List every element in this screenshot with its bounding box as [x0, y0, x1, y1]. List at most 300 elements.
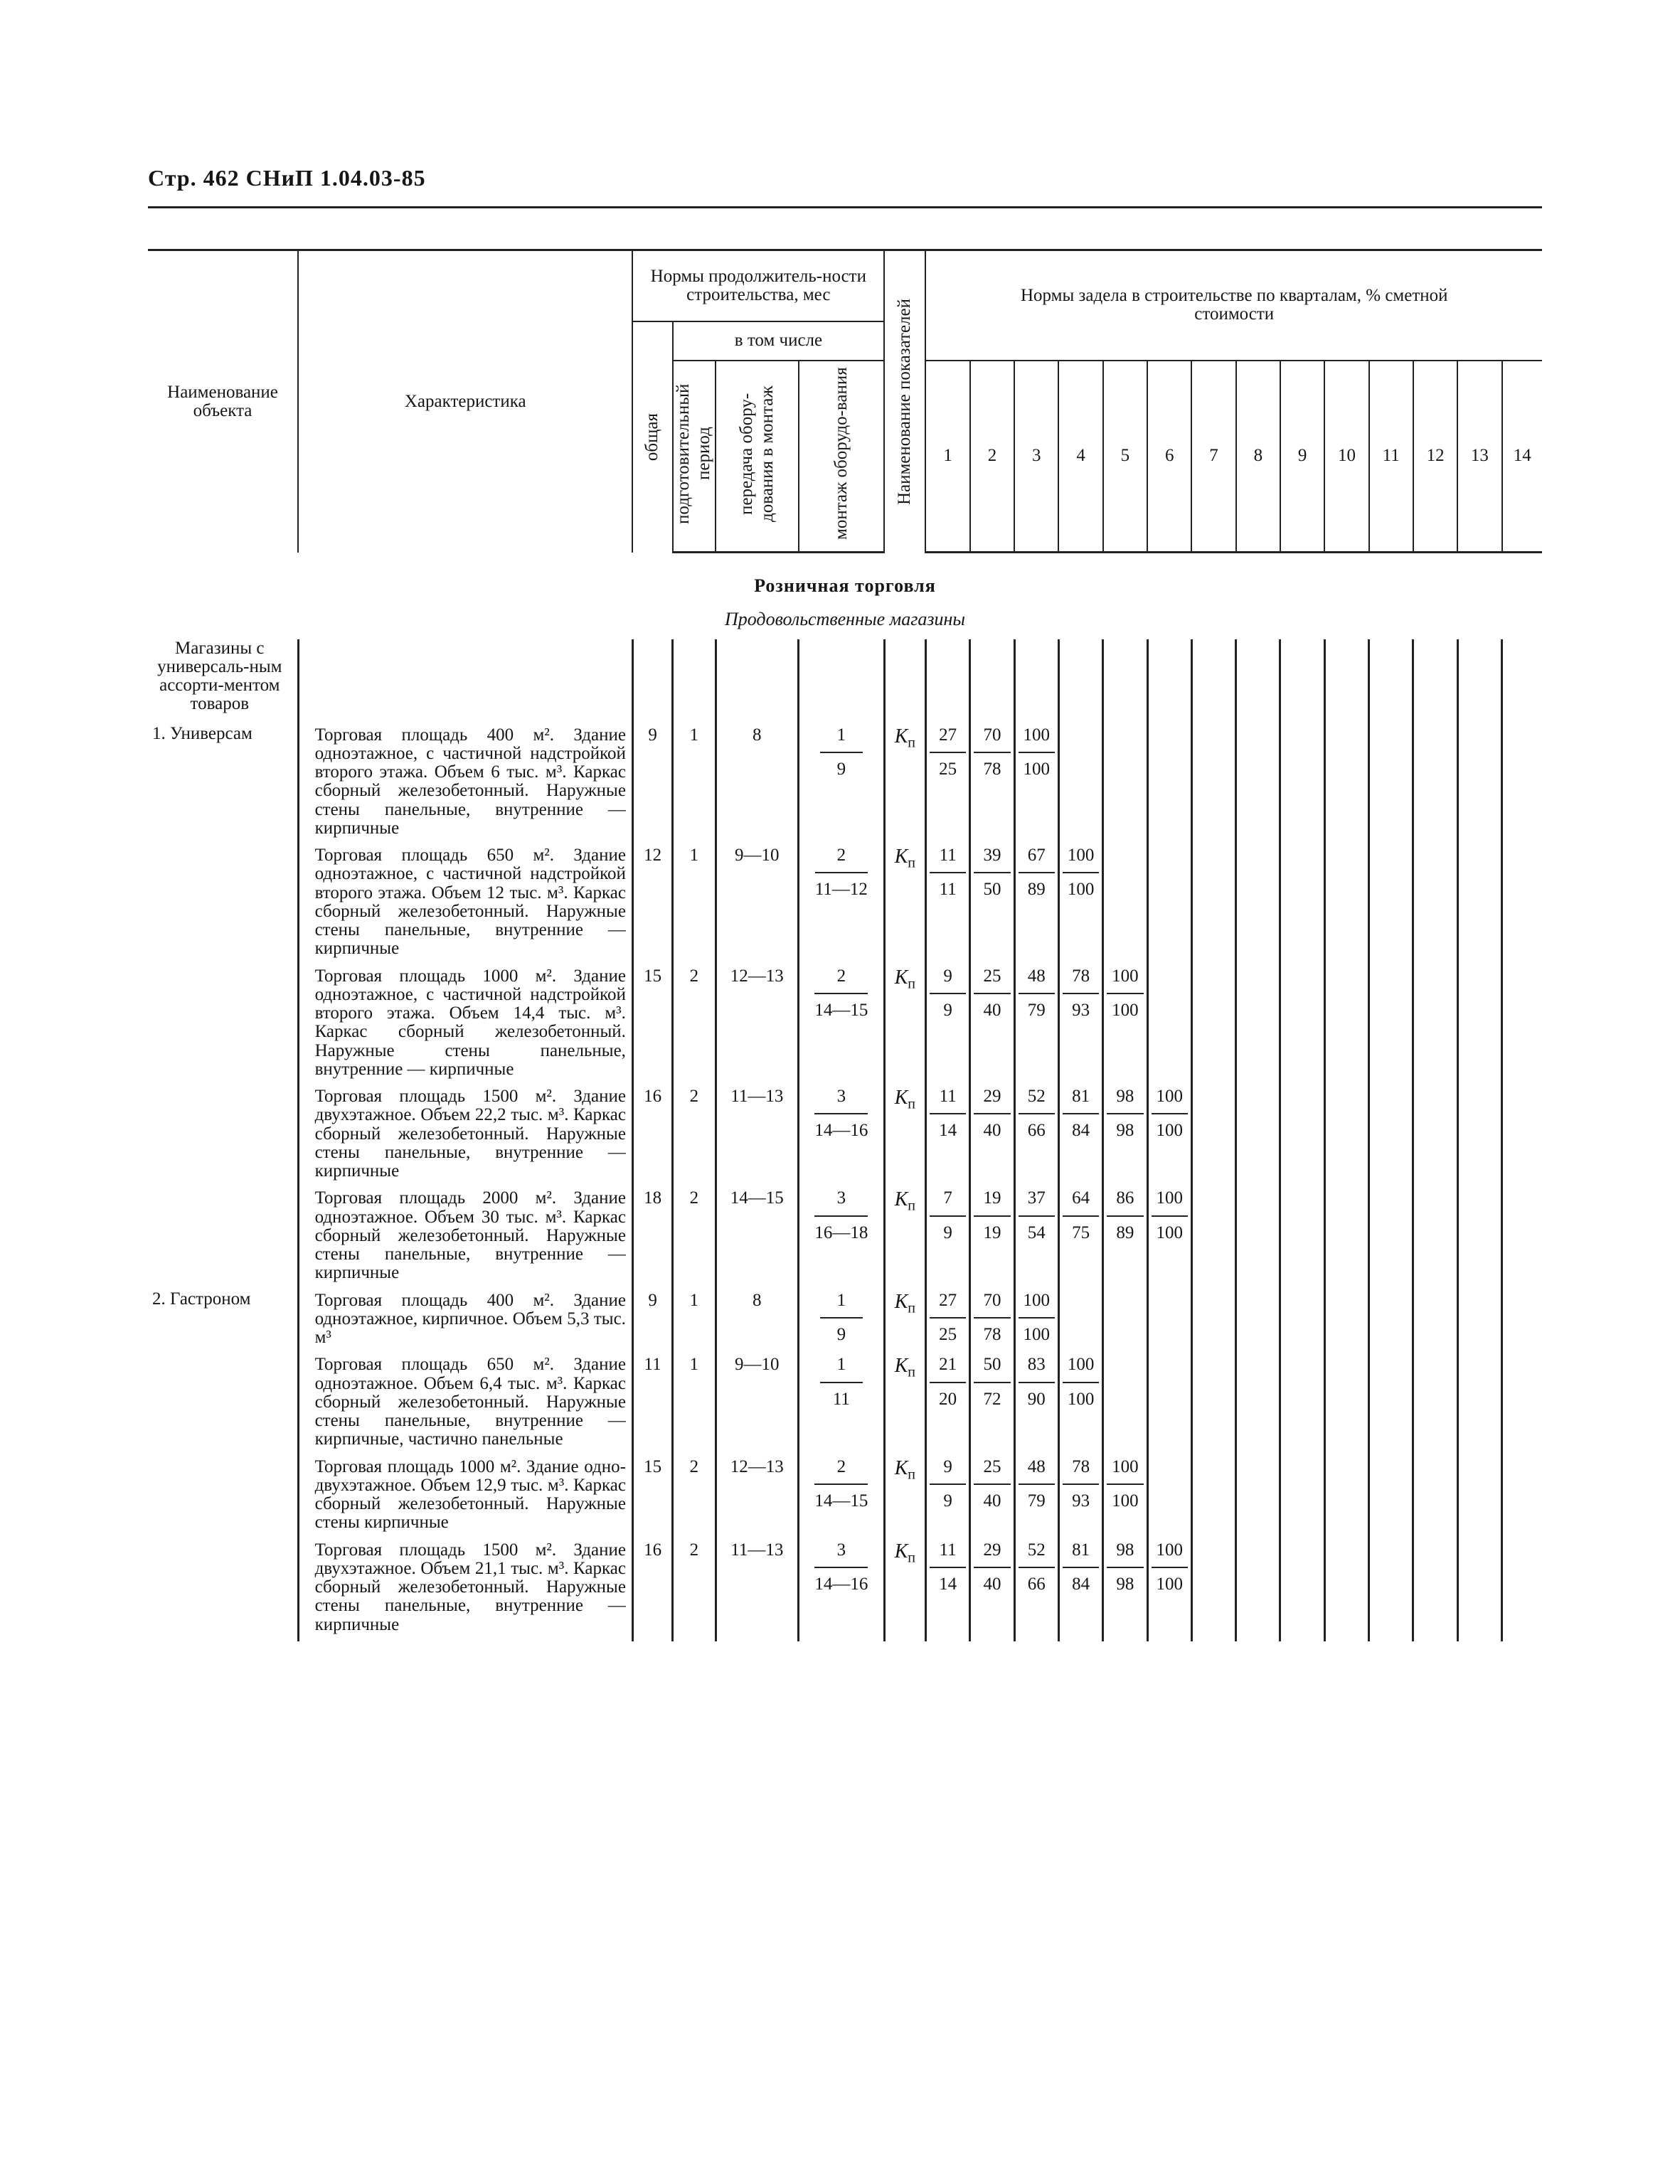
duration-preparatory: 2 [673, 1456, 716, 1540]
indicator-symbol [894, 1188, 915, 1214]
quarter-bottom: 9 [943, 1491, 952, 1511]
section-title: Розничная торговля [754, 575, 936, 596]
install-fraction [815, 846, 868, 900]
quarter-cell [1014, 1456, 1058, 1540]
quarter-top: 64 [1063, 1189, 1099, 1216]
install-top: 3 [814, 1087, 868, 1114]
quarter-cell [1280, 1540, 1324, 1641]
install-fraction [820, 1355, 863, 1409]
quarter-bottom: 98 [1116, 1574, 1134, 1594]
col-including: в том числе [673, 321, 884, 361]
quarter-bottom: 25 [939, 759, 957, 779]
quarter-cell [1236, 1086, 1280, 1188]
quarter-top: 29 [974, 1541, 1010, 1568]
indicator-kp [884, 725, 925, 846]
install-fraction [814, 1189, 868, 1242]
quarter-top: 52 [1019, 1541, 1055, 1568]
indicator-subscript: п [908, 1364, 915, 1380]
table-row [148, 1540, 1542, 1641]
quarter-bottom: 79 [1027, 1000, 1046, 1020]
indicator-subscript: п [908, 1096, 915, 1112]
col-equipment-transfer: передача обору-дования в монтаж [716, 361, 799, 553]
object-name [148, 966, 298, 1087]
quarter-top: 100 [1063, 1355, 1099, 1383]
col-equipment-install: монтаж оборудо-вания [799, 361, 885, 553]
quarter-cell [1014, 845, 1058, 966]
indicator-kp [884, 845, 925, 966]
duration-preparatory: 2 [673, 1086, 716, 1188]
install-bottom: 14—15 [814, 1000, 868, 1020]
quarter-cell [925, 845, 969, 966]
quarter-top: 100 [1063, 846, 1099, 873]
quarter-bottom: 66 [1027, 1121, 1046, 1141]
quarter-cell [1280, 966, 1324, 1087]
quarter-bottom: 90 [1027, 1389, 1046, 1409]
characteristic-text: Торговая площадь 400 м². Здание одноэтажное, кирпичное. Объем 5,3 тыс. м³ [298, 1290, 632, 1355]
install-top: 1 [820, 726, 863, 753]
quarter-cell [1191, 1188, 1235, 1289]
install-top: 2 [814, 1458, 868, 1485]
quarter-cell [1103, 1290, 1147, 1355]
duration-install [799, 845, 885, 966]
quarter-top: 81 [1063, 1087, 1099, 1114]
quarter-cell [1324, 1188, 1368, 1289]
quarter-cell [1058, 725, 1102, 846]
quarter-cell [1413, 725, 1457, 846]
col-characteristic: Характеристика [298, 250, 632, 553]
duration-total: 9 [632, 725, 672, 846]
quarter-bottom: 25 [939, 1324, 957, 1344]
quarter-top: 21 [930, 1355, 966, 1383]
indicator-symbol [894, 966, 915, 992]
duration-total: 16 [632, 1540, 672, 1641]
quarter-cell [1058, 1540, 1102, 1641]
quarter-bottom: 19 [983, 1222, 1001, 1242]
quarter-top: 100 [1152, 1087, 1188, 1114]
quarter-bottom: 40 [983, 1574, 1001, 1594]
indicator-letter: К [894, 846, 908, 868]
quarter-cell [1280, 1290, 1324, 1355]
characteristic-text: Торговая площадь 400 м². Здание одноэтажное, с частичной надстройкой второго этажа. Объем 6 тыс. м³. Каркас сборный железобетонный. Наружные стены панельные, внутренние — кирпичные [298, 725, 632, 846]
object-name [148, 1086, 298, 1188]
quarter-cell [1236, 845, 1280, 966]
indicator-kp [884, 1086, 925, 1188]
quarter-cell [1502, 1086, 1542, 1188]
object-name [148, 1456, 298, 1540]
duration-preparatory: 2 [673, 1188, 716, 1289]
quarter-top: 9 [930, 967, 966, 994]
indicator-letter: К [894, 966, 908, 989]
table-row [148, 1354, 1542, 1456]
col-duration-norms: Нормы продолжитель-ности строительства, мес [632, 250, 884, 321]
install-fraction [814, 1087, 868, 1141]
quarter-header: 7 [1191, 361, 1235, 553]
quarter-top: 100 [1152, 1189, 1188, 1216]
quarter-cell [1502, 725, 1542, 846]
quarter-bottom: 40 [983, 1000, 1001, 1020]
quarter-top: 7 [930, 1189, 966, 1216]
duration-install [799, 1354, 885, 1456]
col-backlog-norms: Нормы задела в строительстве по кварталам, % сметной стоимости [925, 250, 1542, 361]
section-heading [148, 553, 1542, 639]
quarter-cell [1280, 725, 1324, 846]
quarter-cell [1191, 1456, 1235, 1540]
install-bottom: 11 [832, 1389, 850, 1409]
quarter-top: 70 [974, 1291, 1010, 1319]
quarter-cell [1502, 966, 1542, 1087]
quarter-cell [925, 1188, 969, 1289]
header-rule [148, 206, 1542, 208]
quarter-cell [925, 1354, 969, 1456]
quarter-cell [1147, 1290, 1191, 1355]
quarter-cell [1457, 1188, 1501, 1289]
duration-total: 11 [632, 1354, 672, 1456]
quarter-bottom: 20 [939, 1389, 957, 1409]
table-row [148, 845, 1542, 966]
quarter-cell [1369, 1354, 1413, 1456]
quarter-bottom: 40 [983, 1121, 1001, 1141]
duration-total: 9 [632, 1290, 672, 1355]
quarter-bottom: 11 [939, 880, 957, 900]
quarter-cell [1014, 1354, 1058, 1456]
quarter-top: 78 [1063, 1458, 1099, 1485]
install-top: 3 [814, 1189, 868, 1216]
duration-transfer: 8 [716, 725, 799, 846]
indicator-symbol [894, 1290, 915, 1316]
quarter-cell [1324, 725, 1368, 846]
quarter-header: 12 [1413, 361, 1457, 553]
install-bottom: 14—15 [814, 1491, 868, 1511]
quarter-cell [1413, 1456, 1457, 1540]
table-row [148, 725, 1542, 846]
quarter-bottom: 98 [1116, 1121, 1134, 1141]
duration-transfer: 8 [716, 1290, 799, 1355]
duration-preparatory: 1 [673, 845, 716, 966]
quarter-cell [1014, 1188, 1058, 1289]
quarter-cell [1369, 1290, 1413, 1355]
page-header: Стр. 462 СНиП 1.04.03-85 [148, 165, 426, 191]
quarter-cell [1280, 845, 1324, 966]
install-top: 1 [820, 1355, 863, 1383]
indicator-subscript: п [908, 1198, 915, 1214]
duration-transfer: 14—15 [716, 1188, 799, 1289]
quarter-top: 27 [930, 1291, 966, 1319]
quarter-bottom: 100 [1112, 1491, 1139, 1511]
indicator-kp [884, 1540, 925, 1641]
quarter-cell [1191, 845, 1235, 966]
quarter-cell [1413, 1086, 1457, 1188]
quarter-bottom: 79 [1027, 1491, 1046, 1511]
quarter-cell [1103, 1188, 1147, 1289]
quarter-top: 50 [974, 1355, 1010, 1383]
quarter-bottom: 78 [983, 1324, 1001, 1344]
install-bottom: 11—12 [814, 880, 868, 900]
quarter-top: 86 [1107, 1189, 1143, 1216]
quarter-header: 14 [1502, 361, 1542, 553]
indicator-subscript: п [908, 855, 915, 871]
indicator-letter: К [894, 1087, 908, 1109]
characteristic-text: Торговая площадь 1000 м². Здание одно-двухэтажное. Объем 12,9 тыс. м³. Каркас сборный железобетонный. Наружные стены кирпичные [298, 1456, 632, 1540]
quarter-top: 19 [974, 1189, 1010, 1216]
quarter-top: 37 [1019, 1189, 1055, 1216]
quarter-cell [1058, 1086, 1102, 1188]
quarter-header: 1 [925, 361, 969, 553]
quarter-header: 5 [1103, 361, 1147, 553]
quarter-bottom: 14 [939, 1121, 957, 1141]
quarter-cell [1324, 966, 1368, 1087]
install-bottom: 14—16 [814, 1121, 868, 1141]
quarter-cell [1324, 1456, 1368, 1540]
indicator-kp [884, 1290, 925, 1355]
quarter-cell [1014, 1086, 1058, 1188]
quarter-top: 9 [930, 1458, 966, 1485]
table-head [148, 250, 1542, 553]
indicator-subscript: п [908, 735, 915, 751]
indicator-symbol [894, 725, 915, 751]
quarter-top: 81 [1063, 1541, 1099, 1568]
quarter-top: 52 [1019, 1087, 1055, 1114]
quarter-top: 67 [1019, 846, 1055, 873]
duration-preparatory: 1 [673, 725, 716, 846]
quarter-bottom: 93 [1072, 1491, 1090, 1511]
quarter-top: 100 [1107, 1458, 1143, 1485]
quarter-cell [1369, 1086, 1413, 1188]
quarter-cell [1457, 1354, 1501, 1456]
quarter-top: 83 [1019, 1355, 1055, 1383]
duration-transfer: 11—13 [716, 1086, 799, 1188]
quarter-cell [1280, 1188, 1324, 1289]
characteristic-text: Торговая площадь 650 м². Здание одноэтажное. Объем 6,4 тыс. м³. Каркас сборный железобетонный. Наружные стены панельные, внутренние — кирпичные, частично панельные [298, 1354, 632, 1456]
quarter-cell [925, 1540, 969, 1641]
quarter-cell [1147, 1188, 1191, 1289]
quarter-cell [1324, 1540, 1368, 1641]
quarter-cell [1147, 725, 1191, 846]
table-row [148, 1188, 1542, 1289]
duration-transfer: 9—10 [716, 1354, 799, 1456]
quarter-cell [1457, 1290, 1501, 1355]
indicator-letter: К [894, 1188, 908, 1211]
section-subtitle: Продовольственные магазины [724, 609, 966, 630]
quarter-cell [1191, 1290, 1235, 1355]
quarter-header: 8 [1236, 361, 1280, 553]
quarter-cell [1324, 1354, 1368, 1456]
duration-install [799, 1540, 885, 1641]
duration-install [799, 966, 885, 1087]
quarter-header: 4 [1058, 361, 1102, 553]
quarter-bottom: 50 [983, 880, 1001, 900]
install-fraction [814, 967, 868, 1021]
quarter-cell [1191, 1540, 1235, 1641]
quarter-cell [1457, 845, 1501, 966]
duration-install [799, 1188, 885, 1289]
table-row [148, 1086, 1542, 1188]
quarter-cell [1324, 1290, 1368, 1355]
quarter-cell [1457, 1540, 1501, 1641]
object-name [148, 845, 298, 966]
quarter-header: 9 [1280, 361, 1324, 553]
quarter-cell [1413, 1354, 1457, 1456]
indicator-subscript: п [908, 1550, 915, 1566]
quarter-cell [1413, 966, 1457, 1087]
quarter-bottom: 100 [1023, 759, 1051, 779]
quarter-bottom: 100 [1156, 1121, 1183, 1141]
install-fraction [820, 1291, 863, 1345]
quarter-cell [1191, 966, 1235, 1087]
quarter-cell [1324, 1086, 1368, 1188]
quarter-bottom: 54 [1027, 1222, 1046, 1242]
quarter-top: 11 [930, 1087, 966, 1114]
quarter-cell [1280, 1456, 1324, 1540]
quarter-cell [1191, 1086, 1235, 1188]
duration-preparatory: 1 [673, 1354, 716, 1456]
norms-table [148, 249, 1542, 1641]
quarter-cell [1369, 1456, 1413, 1540]
indicator-kp [884, 1188, 925, 1289]
quarter-cell [970, 1188, 1014, 1289]
quarter-bottom: 89 [1027, 880, 1046, 900]
quarter-cell [1369, 1188, 1413, 1289]
duration-transfer: 9—10 [716, 845, 799, 966]
install-top: 2 [814, 967, 868, 994]
characteristic-text: Торговая площадь 2000 м². Здание одноэтажное. Объем 30 тыс. м³. Каркас сборный железобетонный. Наружные стены панельные, внутренние — кирпичные [298, 1188, 632, 1289]
quarter-cell [1369, 845, 1413, 966]
install-bottom: 9 [836, 1324, 846, 1344]
quarter-cell [970, 725, 1014, 846]
quarter-cell [1103, 1086, 1147, 1188]
quarter-cell [1236, 1456, 1280, 1540]
object-name: 2. Гастроном [152, 1289, 251, 1309]
quarter-cell [1236, 1188, 1280, 1289]
indicator-symbol [894, 1540, 915, 1566]
install-top: 3 [814, 1541, 868, 1568]
quarter-bottom: 100 [1023, 1324, 1051, 1344]
indicator-symbol [894, 1456, 915, 1483]
quarter-cell [1147, 1086, 1191, 1188]
indicator-subscript: п [908, 1466, 915, 1483]
indicator-letter: К [894, 1355, 908, 1378]
quarter-cell [925, 725, 969, 846]
quarter-cell [1236, 1540, 1280, 1641]
quarter-cell [1236, 966, 1280, 1087]
quarter-top: 100 [1152, 1541, 1188, 1568]
quarter-top: 25 [974, 967, 1010, 994]
indicator-kp [884, 1456, 925, 1540]
indicator-letter: К [894, 1456, 908, 1479]
quarter-top: 98 [1107, 1087, 1143, 1114]
quarter-cell [1236, 1290, 1280, 1355]
object-name [148, 1188, 298, 1289]
quarter-cell [970, 1456, 1014, 1540]
quarter-cell [925, 1086, 969, 1188]
quarter-cell [1103, 725, 1147, 846]
quarter-bottom: 40 [983, 1491, 1001, 1511]
quarter-bottom: 100 [1067, 1389, 1095, 1409]
quarter-top: 29 [974, 1087, 1010, 1114]
quarter-header: 3 [1014, 361, 1058, 553]
table-row [148, 966, 1542, 1087]
characteristic-text: Торговая площадь 650 м². Здание одноэтажное, с частичной надстройкой второго этажа. Объем 12 тыс. м³. Каркас сборный железобетонный. Наружные стены панельные, внутренние — кирпичные [298, 845, 632, 966]
quarter-cell [1413, 1188, 1457, 1289]
duration-preparatory: 1 [673, 1290, 716, 1355]
quarter-cell [1103, 1540, 1147, 1641]
quarter-cell [1413, 1540, 1457, 1641]
col-total: общая [632, 321, 672, 553]
quarter-cell [1103, 1456, 1147, 1540]
duration-total: 12 [632, 845, 672, 966]
quarter-cell [1502, 1290, 1542, 1355]
indicator-letter: К [894, 1540, 908, 1562]
quarter-bottom: 78 [983, 759, 1001, 779]
quarter-cell [970, 1290, 1014, 1355]
col-preparatory: подготовительный период [673, 361, 716, 553]
install-bottom: 9 [836, 759, 846, 779]
quarter-bottom: 100 [1067, 880, 1095, 900]
quarter-cell [1324, 845, 1368, 966]
quarter-cell [1058, 1456, 1102, 1540]
duration-transfer: 11—13 [716, 1540, 799, 1641]
duration-total: 15 [632, 966, 672, 1087]
quarter-top: 25 [974, 1458, 1010, 1485]
quarter-bottom: 9 [943, 1000, 952, 1020]
indicator-kp [884, 966, 925, 1087]
quarter-cell [925, 1290, 969, 1355]
quarter-top: 100 [1107, 967, 1143, 994]
quarter-cell [1191, 1354, 1235, 1456]
characteristic-text: Торговая площадь 1500 м². Здание двухэтажное. Объем 22,2 тыс. м³. Каркас сборный железобетонный. Наружные стены панельные, внутренние — кирпичные [298, 1086, 632, 1188]
quarter-cell [1457, 966, 1501, 1087]
table-row [148, 1290, 1542, 1355]
install-bottom: 14—16 [814, 1574, 868, 1594]
quarter-bottom: 89 [1116, 1222, 1134, 1242]
object-name [148, 1354, 298, 1456]
indicator-subscript: п [908, 976, 915, 992]
table-row [148, 1456, 1542, 1540]
quarter-cell [1502, 1354, 1542, 1456]
quarter-bottom: 72 [983, 1389, 1001, 1409]
quarter-bottom: 66 [1027, 1574, 1046, 1594]
install-top: 1 [820, 1291, 863, 1319]
quarter-cell [1103, 966, 1147, 1087]
quarter-top: 39 [974, 846, 1010, 873]
quarter-cell [1147, 1540, 1191, 1641]
indicator-symbol [894, 846, 915, 871]
quarter-cell [1058, 1290, 1102, 1355]
quarter-cell [1014, 1290, 1058, 1355]
quarter-top: 11 [930, 846, 966, 873]
quarter-cell [970, 1540, 1014, 1641]
duration-install [799, 1086, 885, 1188]
quarter-cell [1369, 1540, 1413, 1641]
quarter-cell [1457, 1086, 1501, 1188]
quarter-cell [1457, 1456, 1501, 1540]
duration-transfer: 12—13 [716, 1456, 799, 1540]
quarter-cell [1502, 1540, 1542, 1641]
duration-install [799, 1290, 885, 1355]
quarter-top: 70 [974, 726, 1010, 753]
indicator-symbol [894, 1087, 915, 1112]
quarter-cell [1280, 1354, 1324, 1456]
install-fraction [814, 1458, 868, 1511]
indicator-symbol [894, 1355, 915, 1380]
quarter-cell [1369, 966, 1413, 1087]
indicator-kp [884, 1354, 925, 1456]
quarter-bottom: 84 [1072, 1574, 1090, 1594]
group-label: Магазины с универсаль-ным ассорти-ментом товаров [157, 638, 282, 714]
install-bottom: 16—18 [814, 1222, 868, 1242]
quarter-cell [1502, 1188, 1542, 1289]
quarter-cell [1280, 1086, 1324, 1188]
quarter-cell [1147, 845, 1191, 966]
